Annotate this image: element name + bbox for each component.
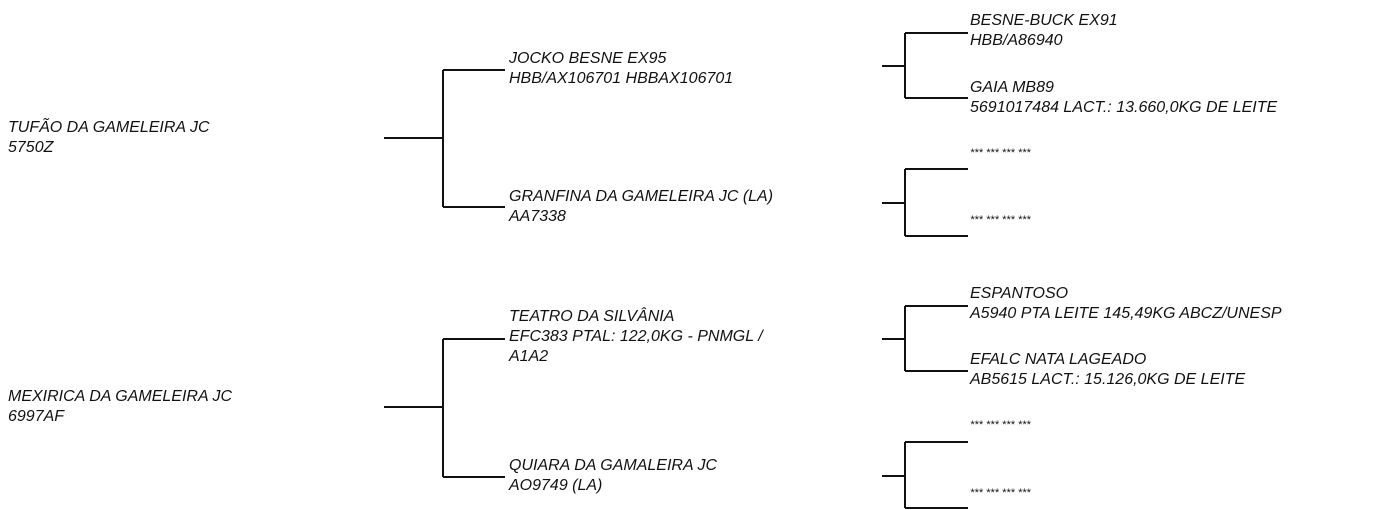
animal-name: GAIA MB89 [970, 79, 1054, 96]
animal-id: AO9749 (LA) [509, 477, 603, 494]
unknown-great-grandparent-8: *** *** *** *** [970, 487, 1031, 499]
unknown-great-grandparent-7: *** *** *** *** [970, 419, 1031, 431]
unknown-great-grandparent-3: *** *** *** *** [970, 147, 1031, 159]
great-grandparent-6 [970, 350, 1245, 390]
animal-id: HBB/A86940 [970, 32, 1063, 49]
great-grandparent-2 [970, 78, 1277, 118]
animal-name: GRANFINA DA GAMELEIRA JC (LA) [509, 188, 774, 205]
animal-id: A5940 PTA LEITE 145,49KG ABCZ/UNESP [970, 305, 1282, 322]
animal-name: MEXIRICA DA GAMELEIRA JC [8, 388, 233, 405]
animal-id-continued: A1A2 [509, 348, 549, 365]
great-grandparent-5 [970, 284, 1282, 324]
maternal-granddam-label [509, 456, 717, 496]
paternal-granddam-label [509, 187, 773, 227]
animal-name: JOCKO BESNE EX95 [509, 50, 667, 67]
sire-label [8, 118, 210, 158]
animal-name: ESPANTOSO [970, 285, 1069, 302]
animal-id: 6997AF [8, 408, 65, 425]
unknown-great-grandparent-4: *** *** *** *** [970, 214, 1031, 226]
maternal-grandsire-label [509, 307, 763, 367]
animal-name: BESNE-BUCK EX91 [970, 12, 1118, 29]
animal-id: EFC383 PTAL: 122,0KG - PNMGL / [509, 328, 763, 345]
great-grandparent-1 [970, 11, 1118, 51]
animal-id: AA7338 [509, 208, 566, 225]
animal-name: QUIARA DA GAMALEIRA JC [509, 457, 718, 474]
dam-label [8, 387, 232, 427]
animal-name: TUFÃO DA GAMELEIRA JC [8, 119, 210, 136]
animal-id: AB5615 LACT.: 15.126,0KG DE LEITE [970, 371, 1246, 388]
animal-name: EFALC NATA LAGEADO [970, 351, 1147, 368]
paternal-grandsire-label [509, 49, 733, 89]
animal-name: TEATRO DA SILVÂNIA [509, 308, 675, 325]
animal-id: 5691017484 LACT.: 13.660,0KG DE LEITE [970, 99, 1278, 116]
animal-id: 5750Z [8, 139, 54, 156]
animal-id: HBB/AX106701 HBBAX106701 [509, 70, 734, 87]
